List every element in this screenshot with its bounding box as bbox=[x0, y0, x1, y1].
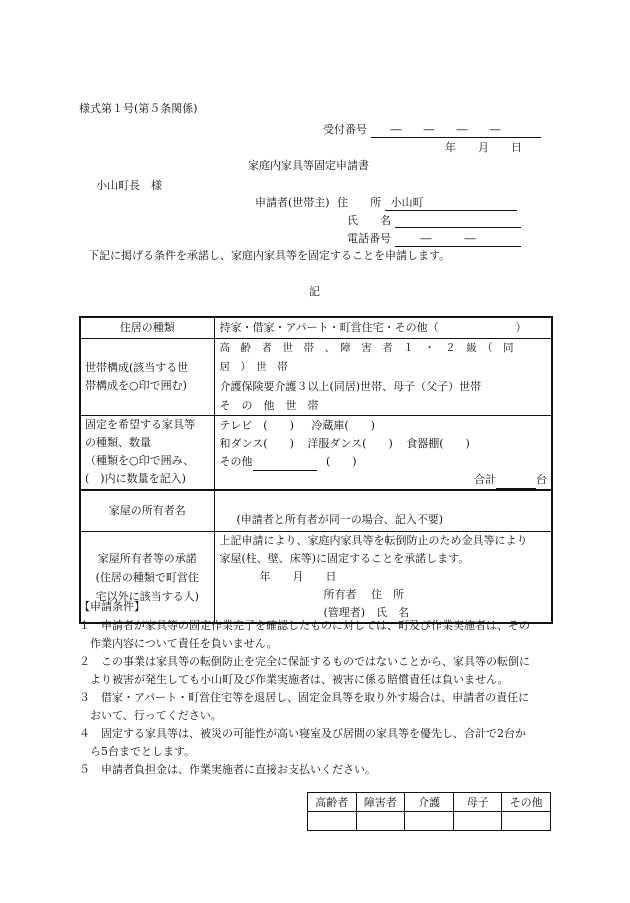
document-title: 家庭内家具等固定申請書 bbox=[248, 159, 369, 172]
clothes-dresser-option[interactable]: 洋服ダンス( ) bbox=[307, 436, 393, 450]
address-label: 住 所 bbox=[337, 196, 382, 209]
consent-text-line: 上記申請により、家庭内家具等を転倒防止のため金具等により bbox=[219, 534, 528, 547]
owner-name-row bbox=[80, 490, 552, 532]
furniture-options[interactable] bbox=[214, 415, 552, 490]
total-field[interactable] bbox=[496, 476, 536, 489]
condition-line: 作業内容について責任を負いません。 bbox=[79, 637, 278, 650]
condition-line: より被害が発生しても小山町及び作業実施者は、被害に係る賠償責任は負いません。 bbox=[79, 673, 509, 686]
residence-type-label: 住居の種類 bbox=[80, 317, 214, 338]
household-option-line: そ の 他 世 帯 bbox=[219, 398, 319, 412]
consent-text-line: 家屋(柱、壁、床等)に固定することを承諾します。 bbox=[219, 552, 470, 565]
other-option-label: その他 bbox=[219, 454, 253, 468]
phone-label: 電話番号 bbox=[347, 232, 391, 245]
office-use-header: その他 bbox=[502, 793, 551, 812]
date-line: 年 月 日 bbox=[445, 141, 522, 154]
furniture-label-line: （種類を○印で囲み、 bbox=[85, 454, 195, 467]
reception-field[interactable]: ― ― ― ― bbox=[371, 121, 541, 138]
consent-date[interactable]: 年 月 日 bbox=[259, 570, 337, 583]
residence-type-options[interactable]: 持家・借家・アパート・町営住宅・その他（ ） bbox=[214, 317, 552, 338]
household-option-line: 高 齢 者 世 帯 、 障 害 者 １ ・ ２ 級 （ 同 居 ） 世 帯 bbox=[219, 341, 524, 373]
application-table bbox=[79, 316, 553, 624]
office-use-header-row bbox=[308, 793, 551, 812]
owner-name-label: 家屋の所有者名 bbox=[80, 490, 214, 532]
office-use-cell[interactable] bbox=[502, 812, 551, 831]
household-options[interactable] bbox=[214, 338, 552, 415]
office-use-header: 高齢者 bbox=[308, 793, 357, 812]
consent-manager-name[interactable]: (管理者) 氏 名 bbox=[323, 606, 410, 619]
office-use-header: 介護 bbox=[405, 793, 454, 812]
fridge-option[interactable]: 冷蔵庫( ) bbox=[311, 418, 375, 432]
name-label: 氏 名 bbox=[347, 214, 391, 227]
condition-line: ５ 申請者負担金は、作業実施者に直接お支払いください。 bbox=[79, 763, 376, 776]
office-use-cell[interactable] bbox=[405, 812, 454, 831]
household-label bbox=[80, 338, 214, 415]
total-label: 合計 bbox=[474, 472, 496, 486]
furniture-label-line: の種類、数量 bbox=[85, 436, 151, 449]
name-field[interactable] bbox=[395, 214, 521, 228]
office-use-cell[interactable] bbox=[308, 812, 357, 831]
office-use-cell[interactable] bbox=[356, 812, 405, 831]
consent-owner-address[interactable]: 所有者 住 所 bbox=[323, 588, 404, 601]
total-unit: 台 bbox=[536, 472, 547, 486]
address-field[interactable]: 小山町 bbox=[385, 194, 517, 211]
conditions-heading: 【申請条件】 bbox=[79, 600, 145, 613]
condition-line: ２ この事業は家具等の転倒防止を完全に保証するものではないことから、家具等の転倒に bbox=[79, 655, 530, 668]
office-use-header: 障害者 bbox=[356, 793, 405, 812]
ki-label: 記 bbox=[309, 285, 320, 298]
owner-consent-label-line: 宅以外に該当する人) bbox=[95, 589, 199, 603]
office-use-value-row bbox=[308, 812, 551, 831]
condition-line: ３ 借家・アパート・町営住宅等を退居し、固定金具等を取り外す場合は、申請者の責任に bbox=[79, 691, 530, 704]
office-use-cell[interactable] bbox=[453, 812, 502, 831]
addressee: 小山町長 様 bbox=[96, 179, 162, 192]
owner-consent-label-line: 家屋所有者等の承諾 bbox=[97, 551, 197, 565]
tv-option[interactable]: テレビ ( ) bbox=[219, 418, 294, 432]
applicant-name-row bbox=[347, 212, 521, 228]
applicant-phone-row bbox=[347, 230, 521, 247]
reception-number bbox=[323, 121, 541, 138]
office-use-header: 母子 bbox=[453, 793, 502, 812]
reception-label: 受付番号 bbox=[323, 123, 367, 136]
conditions-section bbox=[79, 598, 530, 779]
household-label-line: 帯構成を○印で囲む) bbox=[85, 378, 187, 392]
owner-name-field[interactable]: (申請者と所有者が同一の場合、記入不要) bbox=[214, 490, 552, 532]
household-option-line: 介護保険要介護３以上(同居)世帯、母子（父子）世帯 bbox=[219, 379, 482, 393]
applicant-role: 申請者(世帯主) bbox=[255, 196, 330, 209]
owner-consent-label-line: (住居の種類で町営住 bbox=[95, 570, 199, 584]
applicant-address-row bbox=[255, 194, 517, 211]
furniture-row bbox=[80, 415, 552, 490]
furniture-label-line: ( )内に数量を記入) bbox=[85, 472, 186, 485]
condition-line: ４ 固定する家具等は、被災の可能性が高い寝室及び居間の家具等を優先し、合計で2台か bbox=[79, 727, 526, 740]
office-use-table bbox=[307, 792, 551, 831]
other-option-count[interactable]: ( ) bbox=[326, 454, 357, 468]
condition-line: ら5台までとします。 bbox=[79, 745, 196, 758]
other-option-field[interactable] bbox=[253, 458, 317, 471]
condition-line: おいて、行ってください。 bbox=[79, 709, 222, 722]
wardrobe-option[interactable]: 和ダンス( ) bbox=[219, 436, 294, 450]
furniture-label-line: 固定を希望する家具等 bbox=[85, 418, 195, 431]
intro-text: 下記に掲げる条件を承諾し、家庭内家具等を固定することを申請します。 bbox=[88, 249, 451, 262]
phone-field[interactable]: ― ― bbox=[395, 230, 521, 247]
cupboard-option[interactable]: 食器棚( ) bbox=[406, 436, 470, 450]
furniture-label bbox=[80, 415, 214, 490]
form-number: 様式第１号(第５条関係) bbox=[79, 102, 198, 115]
household-label-line: 世帯構成(該当する世 bbox=[85, 360, 189, 374]
condition-line: １ 申請者が家具等の固定作業完了を確認したものに対しては、町及び作業実施者は、その bbox=[79, 619, 530, 632]
household-row bbox=[80, 338, 552, 415]
residence-type-row bbox=[80, 317, 552, 338]
